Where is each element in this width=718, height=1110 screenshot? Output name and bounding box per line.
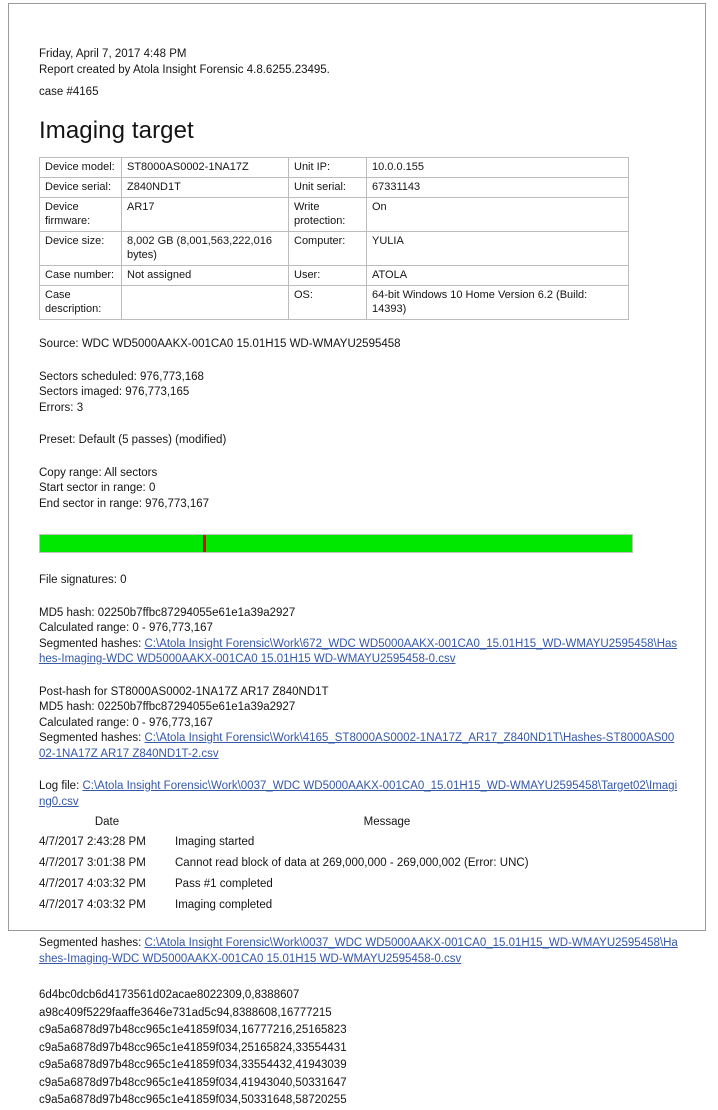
segmented-hashes-bottom-line (39, 936, 679, 967)
table-row (39, 895, 599, 916)
post-hash-segmented-line (39, 731, 679, 762)
list-item: a98c409f5229faaffe3646e731ad5c94,8388608,16777215 (39, 1006, 332, 1019)
log-header-row (39, 814, 599, 832)
post-hash-segmented-label: Segmented hashes: (39, 732, 145, 744)
log-file-label: Log file: (39, 780, 83, 792)
hash-segment-list (39, 987, 679, 1110)
cell-label-computer: Computer: (289, 232, 367, 266)
md5-hash-line: MD5 hash: 02250b7ffbc87294055e61e1a39a2927 (39, 606, 296, 619)
cell-value-device-size: 8,002 GB (8,001,563,222,016 bytes) (122, 232, 289, 266)
log-cell-message: Imaging started (175, 836, 255, 848)
cell-value-device-firmware: AR17 (122, 198, 289, 232)
table-row (40, 286, 629, 320)
log-cell-date: 4/7/2017 4:03:32 PM (39, 899, 146, 911)
end-sector-line: End sector in range: 976,773,167 (39, 497, 210, 510)
cell-label-device-model: Device model: (40, 158, 122, 178)
log-cell-message: Pass #1 completed (175, 878, 273, 890)
progress-fill (40, 535, 632, 552)
cell-label-user: User: (289, 266, 367, 286)
table-row (39, 874, 599, 895)
report-page-sheet (8, 3, 706, 1106)
table-row (39, 832, 599, 853)
file-signatures-line: File signatures: 0 (39, 574, 127, 586)
cell-label-unit-serial: Unit serial: (289, 178, 367, 198)
cell-value-write-protection: On (367, 198, 629, 232)
cell-label-device-firmware: Device firmware: (40, 198, 122, 232)
list-item: 6d4bc0dcb6d4173561d02acae8022309,0,8388607 (39, 989, 300, 1001)
log-entries-table (39, 814, 599, 916)
log-cell-message: Cannot read block of data at 269,000,000 - 269,000,002 (Error: UNC) (175, 857, 529, 869)
imaging-progress-bar (39, 534, 633, 553)
log-header-date: Date (94, 816, 120, 828)
log-file-link[interactable]: C:\Atola Insight Forensic\Work\0037_WDC WD5000AAKX-001CA0_15.01H15_WD-WMAYU2595458\Target02\Imaging0.csv (39, 780, 678, 808)
report-timestamp: Friday, April 7, 2017 4:48 PM (39, 48, 187, 60)
table-row (40, 158, 629, 178)
cell-value-device-model: ST8000AS0002-1NA17Z (122, 158, 289, 178)
log-file-line (39, 779, 679, 810)
device-info-table (39, 157, 629, 320)
list-item: c9a5a6878d97b48cc965c1e41859f034,25165824,33554431 (39, 1041, 347, 1054)
cell-label-os: OS: (289, 286, 367, 320)
report-content (39, 46, 679, 1110)
calculated-range-line: Calculated range: 0 - 976,773,167 (39, 622, 213, 634)
errors-count: Errors: 3 (39, 401, 84, 414)
list-item: c9a5a6878d97b48cc965c1e41859f034,33554432,41943039 (39, 1059, 347, 1071)
cell-value-device-serial: Z840ND1T (122, 178, 289, 198)
cell-label-case-number: Case number: (40, 266, 122, 286)
cell-value-os: 64-bit Windows 10 Home Version 6.2 (Build: 14393) (367, 286, 629, 320)
table-row (40, 232, 629, 266)
segmented-hashes-line (39, 637, 679, 668)
post-hash-calculated-range-line: Calculated range: 0 - 976,773,167 (39, 716, 213, 729)
table-row (40, 198, 629, 232)
log-cell-date: 4/7/2017 2:43:28 PM (39, 836, 146, 848)
post-hash-heading: Post-hash for ST8000AS0002-1NA17Z AR17 Z840ND1T (39, 685, 329, 698)
segmented-hashes-label: Segmented hashes: (39, 637, 145, 650)
list-item: c9a5a6878d97b48cc965c1e41859f034,50331648,58720255 (39, 1094, 347, 1106)
segmented-hashes-link[interactable]: C:\Atola Insight Forensic\Work\672_WDC WD5000AAKX-001CA0_15.01H15_WD-WMAYU2595458\Hashes-Imaging-WDC WD5000AAKX-001CA0 15.01H15 WD-WMAYU2595458-0.csv (39, 637, 678, 665)
preset-line: Preset: Default (5 passes) (modified) (39, 434, 227, 446)
log-cell-message: Imaging completed (175, 899, 273, 911)
cell-value-computer: YULIA (367, 232, 629, 266)
post-hash-segmented-link[interactable]: C:\Atola Insight Forensic\Work\4165_ST8000AS0002-1NA17Z_AR17_Z840ND1T\Hashes-ST8000AS0002-1NA17Z AR17 Z840ND1T-2.csv (39, 732, 675, 760)
cell-label-unit-ip: Unit IP: (289, 158, 367, 178)
copy-range-line: Copy range: All sectors (39, 466, 158, 479)
table-row (39, 853, 599, 874)
log-cell-date: 4/7/2017 4:03:32 PM (39, 878, 146, 890)
log-header-message: Message (363, 816, 411, 828)
table-row (40, 178, 629, 198)
start-sector-line: Start sector in range: 0 (39, 482, 156, 494)
cell-label-device-serial: Device serial: (40, 178, 122, 198)
report-created-by: Report created by Atola Insight Forensic 4.8.6255.23495. (39, 64, 330, 76)
source-line: Source: WDC WD5000AAKX-001CA0 15.01H15 WD-WMAYU2595458 (39, 338, 401, 350)
log-cell-date: 4/7/2017 3:01:38 PM (39, 857, 146, 869)
sectors-scheduled: Sectors scheduled: 976,773,168 (39, 370, 204, 383)
cell-value-unit-ip: 10.0.0.155 (367, 158, 629, 178)
segmented-hashes-bottom-link[interactable]: C:\Atola Insight Forensic\Work\0037_WDC WD5000AAKX-001CA0_15.01H15_WD-WMAYU2595458\Hashes-Imaging-WDC WD5000AAKX-001CA0 15.01H15 WD-WMAYU2595458-0.csv (39, 937, 678, 965)
page-title: Imaging target (39, 117, 194, 144)
cell-label-case-description: Case description: (40, 286, 122, 320)
cell-value-case-number: Not assigned (122, 266, 289, 286)
cell-value-user: ATOLA (367, 266, 629, 286)
list-item: c9a5a6878d97b48cc965c1e41859f034,41943040,50331647 (39, 1076, 347, 1089)
cell-label-write-protection: Write protection: (289, 198, 367, 232)
report-case-label: case #4165 (39, 86, 99, 98)
segmented-hashes-bottom-label: Segmented hashes: (39, 937, 145, 949)
cell-label-device-size: Device size: (40, 232, 122, 266)
cell-value-case-description (122, 286, 289, 320)
list-item: c9a5a6878d97b48cc965c1e41859f034,16777216,25165823 (39, 1024, 347, 1036)
post-hash-md5-line: MD5 hash: 02250b7ffbc87294055e61e1a39a2927 (39, 701, 296, 713)
progress-error-marker (203, 535, 206, 552)
table-row (40, 266, 629, 286)
cell-value-unit-serial: 67331143 (367, 178, 629, 198)
sectors-imaged: Sectors imaged: 976,773,165 (39, 386, 190, 398)
